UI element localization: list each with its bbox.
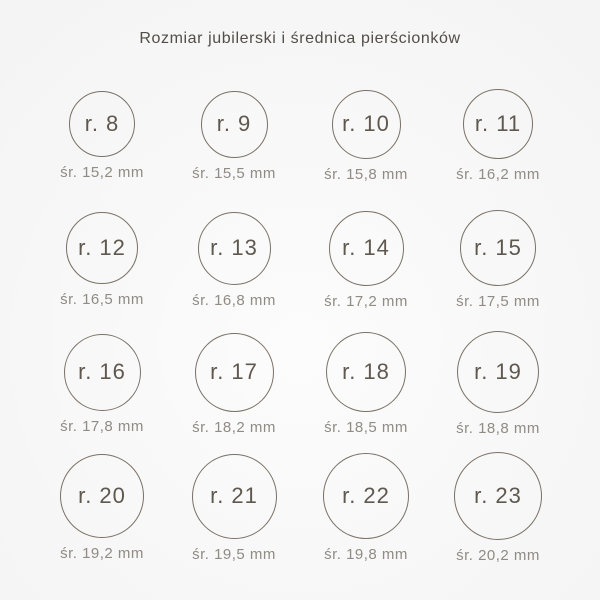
ring-diameter-label: śr. 20,2 mm [456, 547, 540, 564]
ring-size-label: r. 8 [84, 111, 120, 136]
ring-size-item [168, 446, 300, 570]
ring-size-label: r. 18 [342, 359, 390, 384]
ring-size-label: r. 21 [210, 483, 258, 508]
ring-circle [60, 454, 144, 538]
ring-circle [463, 89, 533, 159]
ring-circle [198, 212, 271, 285]
ring-size-item [432, 74, 564, 198]
ring-size-item [300, 198, 432, 322]
ring-size-label: r. 9 [216, 111, 252, 136]
ring-size-item [432, 198, 564, 322]
ring-size-item [300, 322, 432, 446]
ring-size-item [432, 446, 564, 570]
ring-circle [454, 452, 542, 540]
ring-circle [192, 454, 277, 539]
ring-size-item [36, 446, 168, 570]
ring-circle [201, 91, 268, 158]
ring-diameter-label: śr. 15,8 mm [324, 165, 408, 183]
ring-circle [323, 453, 409, 539]
ring-size-item [168, 74, 300, 198]
ring-size-item [36, 74, 168, 198]
ring-size-label: r. 10 [342, 111, 390, 136]
ring-diameter-label: śr. 19,8 mm [324, 546, 408, 563]
ring-size-label: r. 11 [474, 111, 522, 136]
ring-grid [36, 74, 564, 570]
ring-circle [195, 333, 274, 412]
ring-diameter-label: śr. 16,5 mm [60, 291, 144, 308]
ring-circle [326, 332, 406, 412]
ring-circle [66, 212, 138, 284]
ring-size-label: r. 19 [474, 359, 522, 384]
ring-diameter-label: śr. 18,5 mm [324, 419, 408, 436]
ring-size-chart-page [0, 30, 600, 600]
ring-size-label: r. 16 [78, 359, 126, 384]
ring-diameter-label: śr. 17,5 mm [456, 293, 540, 310]
ring-diameter-label: śr. 17,8 mm [60, 417, 144, 435]
ring-size-label: r. 14 [342, 235, 390, 260]
ring-size-item [300, 74, 432, 198]
ring-diameter-label: śr. 19,5 mm [192, 545, 276, 563]
ring-diameter-label: śr. 16,8 mm [192, 291, 276, 309]
ring-circle [457, 331, 539, 413]
ring-size-item [168, 322, 300, 446]
ring-diameter-label: śr. 18,2 mm [192, 418, 276, 436]
ring-diameter-label: śr. 18,8 mm [456, 420, 540, 437]
ring-circle [69, 91, 135, 157]
ring-size-item [432, 322, 564, 446]
ring-size-label: r. 12 [78, 235, 126, 260]
ring-size-item [168, 198, 300, 322]
ring-diameter-label: śr. 16,2 mm [456, 166, 540, 183]
ring-size-item [36, 322, 168, 446]
ring-diameter-label: śr. 15,2 mm [60, 164, 144, 181]
ring-circle [329, 211, 404, 286]
ring-size-item [300, 446, 432, 570]
ring-circle [64, 334, 141, 411]
ring-diameter-label: śr. 17,2 mm [324, 292, 408, 310]
ring-circle [460, 210, 536, 286]
ring-size-label: r. 23 [474, 483, 522, 508]
ring-size-label: r. 15 [474, 235, 522, 260]
ring-diameter-label: śr. 19,2 mm [60, 545, 144, 562]
ring-diameter-label: śr. 15,5 mm [192, 164, 276, 182]
ring-size-label: r. 20 [78, 483, 126, 508]
ring-size-label: r. 22 [342, 483, 390, 508]
ring-circle [332, 90, 401, 159]
ring-size-label: r. 13 [210, 235, 258, 260]
ring-size-label: r. 17 [210, 359, 258, 384]
ring-size-item [36, 198, 168, 322]
page-title: Rozmiar jubilerski i średnica pierścionków [139, 30, 461, 47]
